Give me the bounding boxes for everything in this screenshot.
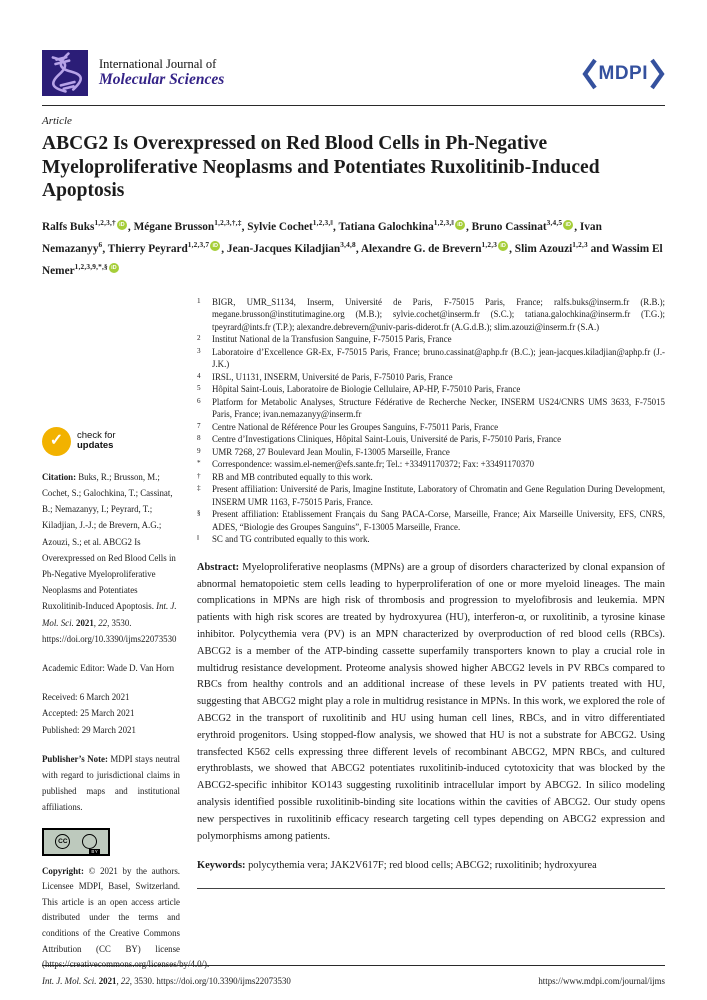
dates-block: [42, 689, 180, 738]
affiliation-row: [197, 446, 665, 459]
affiliation-row: [197, 396, 665, 421]
footer-journal-url[interactable]: https://www.mdpi.com/journal/ijms: [538, 976, 665, 986]
page-title: ABCG2 Is Overexpressed on Red Blood Cells in Ph-Negative Myeloproliferative Neoplasms and Potentiates Ruxolitinib-Induced Apoptosis: [42, 133, 600, 201]
author-affiliation-superscript: 1,2,3,9,*,§: [74, 262, 108, 272]
orcid-icon[interactable]: iD: [117, 220, 127, 230]
check-for-updates-label: check for updates: [77, 429, 116, 452]
author-name: Ivan Nemazanyy: [42, 221, 602, 256]
author-name: Wassim El Nemer: [42, 243, 663, 277]
accepted-date: Accepted: 25 March 2021: [42, 708, 135, 719]
article-type-label: Article: [42, 115, 72, 127]
author-name: Bruno Cassinat: [471, 221, 547, 234]
mdpi-logo-text: MDPI: [598, 63, 648, 84]
author: [471, 218, 580, 234]
check-icon: ✓: [42, 427, 71, 456]
affiliation-row: [197, 458, 665, 471]
author-name: Sylvie Cochet: [247, 221, 313, 234]
affiliation-text: Centre d’Investigations Cliniques, Hôpital Saint-Louis, Université de Paris, F-75010 Paris, France: [212, 434, 562, 445]
affiliation-row: [197, 371, 665, 384]
mdpi-logo: [582, 58, 666, 90]
author: [247, 218, 339, 234]
footer-divider: [42, 965, 665, 966]
published-date: Published: 29 March 2021: [42, 724, 136, 735]
affiliation-marker: 4: [197, 371, 201, 380]
author: [514, 240, 612, 256]
copyright-notice: Copyright: © 2021 by the authors. Licensee MDPI, Basel, Switzerland. This article is an open access article distributed under the terms and conditions of the Creative Commons Attribution (CC BY) license (https://creativecommons.org/licenses/by/4.0/).: [42, 865, 210, 970]
affiliation-marker: 7: [197, 421, 201, 430]
affiliation-marker: 1: [197, 296, 201, 305]
orcid-icon[interactable]: iD: [563, 220, 573, 230]
orcid-icon[interactable]: iD: [109, 263, 119, 273]
cc-by-license-badge[interactable]: [42, 828, 110, 856]
affiliation-text: Present affiliation: Etablissement Français du Sang PACA-Corse, Marseille, France; Aix Marseille University, EFS, CNRS, ADES, “Biologie des Groupes Sanguins”, F-13005 Marseille, France.: [212, 509, 665, 532]
author-list: [42, 215, 665, 280]
affiliation-row: [197, 483, 665, 508]
journal-name-line2: Molecular Sciences: [99, 71, 225, 88]
sidebar: [42, 296, 210, 982]
affiliation-text: Platform for Metabolic Analyses, Structure Fédérative de Recherche Necker, INSERM US24/CNRS UMS 3633, F-75015 Paris, France; ivan.nemazanyy@inserm.fr: [212, 396, 665, 420]
author-affiliation-superscript: 1,2,3,‖: [433, 218, 454, 228]
affiliation-marker: *: [197, 459, 201, 468]
author-name: Tatiana Galochkina: [338, 221, 434, 234]
author: [133, 218, 248, 234]
footer-citation: Int. J. Mol. Sci. 2021, 22, 3530. https://doi.org/10.3390/ijms22073530: [42, 976, 291, 986]
affiliations-list: [197, 296, 665, 546]
mdpi-bracket-right-icon: [650, 58, 665, 90]
citation-label: Citation:: [42, 471, 77, 482]
affiliation-text: Laboratoire d’Excellence GR-Ex, F-75015 Paris, France; bruno.cassinat@aphp.fr (B.C.); jean-jacques.kiladjian@aphp.fr (J.-J.K.): [212, 346, 665, 370]
author-name: Jean-Jacques Kiladjian: [226, 243, 341, 256]
author: [360, 240, 515, 256]
header-divider: [42, 105, 665, 106]
affiliation-text: BIGR, UMR_S1134, Inserm, Université de Paris, F-75015 Paris, France; ralfs.buks@inserm.fr (R.B.); megane.brusson@institutimagine.org (M.B.); sylvie.cochet@inserm.fr (S.C.); tatiana.galochkina@inserm.fr (T.G.); tpeyrard@ints.fr (T.P.); alexandre.debrevern@univ-paris-diderot.fr (A.G.d.B.); slim.azouzi@inserm.fr (S.A.): [212, 296, 665, 332]
author-name: Ralfs Buks: [42, 221, 95, 234]
author-affiliation-superscript: 6: [98, 240, 103, 250]
author-affiliation-superscript: 1,2,3: [572, 240, 588, 250]
author-affiliation-superscript: 1,2,3,7: [187, 240, 210, 250]
author-affiliation-superscript: 1,2,3,‖: [312, 218, 333, 228]
affiliation-text: Correspondence: wassim.el-nemer@efs.sante.fr; Tel.: +33491170372; Fax: +33491170370: [212, 459, 535, 470]
abstract-label: Abstract:: [197, 561, 240, 573]
affiliation-row: [197, 296, 665, 334]
affiliation-row: [197, 433, 665, 446]
journal-name: [99, 50, 224, 89]
affiliation-row: [197, 346, 665, 371]
affiliation-text: Present affiliation: Université de Paris, Imagine Institute, Laboratory of Chromatin and Gene Regulation During Development, INSERM UMR 1163, F-75015 Paris, France.: [212, 484, 665, 507]
keywords: Keywords: polycythemia vera; JAK2V617F; red blood cells; ABCG2; ruxolitinib; hydroxyurea: [197, 860, 597, 872]
author-separator: ,: [355, 243, 361, 256]
author-affiliation-superscript: 1,2,3,†: [94, 218, 116, 228]
author-affiliation-superscript: 1,2,3,†,‡: [214, 218, 242, 228]
journal-name-line1: International Journal of: [99, 57, 217, 71]
author-separator: ,: [574, 221, 580, 234]
affiliation-row: [197, 471, 665, 484]
affiliation-marker: †: [197, 471, 201, 480]
citation: Citation: Buks, R.; Brusson, M.; Cochet, S.; Galochkina, T.; Cassinat, B.; Nemazanyy, I.; Peyrard, T.; Kiladjian, J.-J.; de Brevern, A.G.; Azouzi, S.; et al. ABCG2 Is Overexpressed on Red Blood Cells in Ph-Negative Myeloproliferative Neoplasms and Potentiates Ruxolitinib-Induced Apoptosis. Int. J. Mol. Sci. 2021, 22, 3530. https://doi.org/10.3390/ijms22073530: [42, 471, 177, 644]
academic-editor: Academic Editor: Wade D. Van Horn: [42, 663, 175, 674]
affiliation-row: [197, 508, 665, 533]
orcid-icon[interactable]: iD: [455, 220, 465, 230]
affiliation-marker: 9: [197, 446, 201, 455]
affiliation-row: [197, 421, 665, 434]
publishers-note: Publisher’s Note: MDPI stays neutral with regard to jurisdictional claims in published maps and institutional affiliations.: [42, 753, 180, 813]
author-separator: ,: [465, 221, 472, 234]
author-separator: ,: [241, 221, 248, 234]
journal-header: [42, 50, 665, 96]
cc-icon: CC: [55, 834, 70, 849]
author-separator: ,: [509, 243, 515, 256]
affiliation-row: [197, 383, 665, 396]
author-separator: ,: [102, 243, 108, 256]
affiliation-text: RB and MB contributed equally to this work.: [212, 471, 373, 482]
mdpi-bracket-left-icon: [582, 58, 597, 90]
affiliation-marker: 3: [197, 346, 201, 355]
author: [107, 240, 227, 256]
affiliation-text: Centre National de Référence Pour les Groupes Sanguins, F-75011 Paris, France: [212, 421, 499, 432]
author-name: Thierry Peyrard: [107, 243, 188, 256]
footer-doi[interactable]: , 3530. https://doi.org/10.3390/ijms22073530: [129, 976, 291, 986]
affiliation-text: Hôpital Saint-Louis, Laboratoire de Biologie Cellulaire, AP-HP, F-75010 Paris, France: [212, 384, 521, 395]
citation-doi[interactable]: , 3530. https://doi.org/10.3390/ijms22073530: [42, 617, 177, 644]
keywords-label: Keywords:: [197, 860, 246, 872]
author-separator: ,: [332, 221, 339, 234]
orcid-icon[interactable]: iD: [210, 241, 220, 251]
author: [42, 218, 134, 234]
author-affiliation-superscript: 3,4,5: [546, 218, 563, 228]
received-date: Received: 6 March 2021: [42, 692, 130, 703]
affiliation-marker: ‖: [197, 534, 200, 543]
journal-dna-logo-icon: [42, 50, 88, 96]
author: [226, 240, 361, 256]
affiliation-marker: 2: [197, 334, 201, 343]
author-affiliation-superscript: 1,2,3: [481, 240, 498, 250]
main-column: [197, 296, 665, 982]
affiliation-marker: §: [197, 509, 201, 518]
author-name: Alexandre G. de Brevern: [360, 243, 482, 256]
affiliation-marker: ‡: [197, 484, 201, 493]
affiliation-text: SC and TG contributed equally to this work.: [212, 534, 370, 545]
author-name: Slim Azouzi: [514, 243, 573, 256]
by-icon: BY: [91, 848, 98, 854]
author-separator: ,: [127, 221, 134, 234]
author: [338, 218, 472, 234]
affiliation-text: Institut National de la Transfusion Sanguine, F-75015 Paris, France: [212, 334, 452, 345]
affiliation-marker: 8: [197, 434, 201, 443]
section-divider: [197, 888, 665, 889]
affiliation-text: IRSL, U1131, INSERM, Université de Paris, F-75010 Paris, France: [212, 371, 453, 382]
author-name: Mégane Brusson: [133, 221, 215, 234]
author-separator: and: [587, 243, 612, 256]
author-separator: ,: [221, 243, 227, 256]
author-affiliation-superscript: 3,4,8: [340, 240, 356, 250]
affiliation-row: [197, 533, 665, 546]
person-icon: [82, 834, 97, 849]
affiliation-row: [197, 333, 665, 346]
check-for-updates-badge[interactable]: [42, 427, 180, 456]
orcid-icon[interactable]: iD: [498, 241, 508, 251]
affiliation-text: UMR 7268, 27 Boulevard Jean Moulin, F-13005 Marseille, France: [212, 446, 450, 457]
footer: [42, 965, 665, 986]
abstract: Abstract: Myeloproliferative neoplasms (MPNs) are a group of disorders characterized by clonal expansion of abnormal hematopoietic stem cells leading to hyperproliferation of one or more myeloid lineages. The main complications in MPNs are high risk of thrombosis and progression to myelofibrosis and leukemia. MPN patients with high risk scores are treated by hydroxyurea (HU), interferon-α, or ruxolitinib, a tyrosine kinase inhibitor. Polycythemia vera (PV) is an MPN characterized by overproduction of red blood cells (RBCs). ABCG2 is a member of the ATP-binding cassette superfamily transporters known to play a crucial role in multidrug resistance development. Proteome analysis showed higher ABCG2 levels in PV RBCs compared to RBCs from healthy controls and an additional increase of these levels in PV patients treated with HU, suggesting that ABCG2 might play a role in multidrug resistance in MPNs. In this work, we explored the role of ABCG2 in the transport of ruxolitinib and HU using human cell lines, RBCs, and in vitro differentiated erythroid progenitors. Using stopped-flow analysis, we showed that HU is not a substrate for ABCG2. Using transfected K562 cells expressing three different levels of recombinant ABCG2, MPN RBCs, and cultured erythroblasts, we showed that ABCG2 potentiates ruxolitinib-induced cytotoxicity that was blocked by the ABCG2-specific inhibitor KO143 suggesting ruxolitinib intracellular import by ABCG2. In silico modeling analysis identified possible ruxolitinib-binding site locations within the cavities of ABCG2. Our study opens new perspectives in ruxolitinib efficacy research targeting cell types depending on ABCG2 expression and polymorphisms among patients.: [197, 561, 665, 842]
affiliation-marker: 5: [197, 384, 201, 393]
affiliation-marker: 6: [197, 396, 201, 405]
